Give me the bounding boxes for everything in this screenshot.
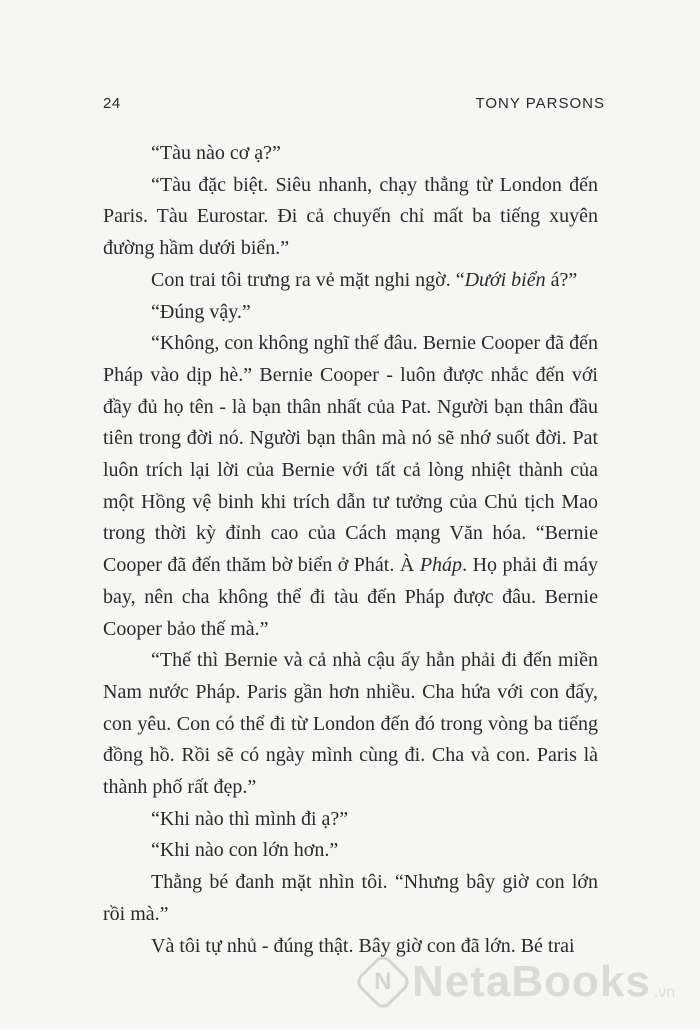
running-head: TONY PARSONS: [475, 95, 605, 112]
paragraph: Thằng bé đanh mặt nhìn tôi. “Nhưng bây giờ con lớn rồi mà.”: [103, 871, 598, 925]
paragraph: “Tàu đặc biệt. Siêu nhanh, chạy thẳng từ London đến Paris. Tàu Eurostar. Đi cả chuyến chỉ mất ba tiếng xuyên đường hầm dưới biển.”: [103, 173, 598, 260]
watermark: [362, 952, 692, 1012]
paragraph-text: Con trai tôi trưng ra vẻ mặt nghi ngờ. “: [151, 268, 465, 291]
page-header: [103, 95, 605, 115]
paragraph: [103, 265, 598, 297]
paragraph: “Thế thì Bernie và cả nhà cậu ấy hẳn phải đi đến miền Nam nước Pháp. Paris gần hơn nhiều. Cha hứa với con đấy, con yêu. Con có thể đi từ London đến đó trong vòng ba tiếng đồng hồ. Rồi sẽ có ngày mình cùng đi. Cha và con. Paris là thành phố rất đẹp.”: [103, 649, 598, 799]
paragraph-text: á?”: [545, 268, 578, 291]
paragraph: “Khi nào con lớn hơn.”: [151, 839, 339, 862]
paragraph: [103, 328, 598, 645]
watermark-text: NetaBooks: [412, 957, 651, 1006]
paragraph: “Đúng vậy.”: [151, 300, 251, 323]
watermark-suffix: .vn: [653, 984, 676, 1001]
paragraph: “Tàu nào cơ ạ?”: [151, 142, 281, 164]
paragraph: “Khi nào thì mình đi ạ?”: [151, 807, 349, 830]
body-text: [103, 138, 598, 962]
paragraph-text: “Không, con không nghĩ thế đâu. Bernie Cooper đã đến Pháp vào dịp hè.” Bernie Cooper - luôn được nhắc đến với đầy đủ họ tên - là bạn thân nhất của Pat. Người bạn thân đầu tiên trong đời nó. Người bạn thân mà nó sẽ nhớ suốt đời. Pat luôn trích lại lời của Bernie với tất cả lòng nhiệt thành của một Hồng vệ binh khi trích dẫn tư tưởng của Chủ tịch Mao trong thời kỳ đỉnh cao của Cách mạng Văn hóa. “Bernie Cooper đã đến thăm bờ biển ở Phát. À: [103, 332, 598, 577]
paragraph: Và tôi tự nhủ - đúng thật. Bây giờ con đã lớn. Bé trai: [151, 934, 575, 957]
italic-text: Pháp: [419, 554, 463, 577]
page-number: 24: [103, 95, 121, 112]
netabooks-logo-icon: N: [353, 952, 412, 1011]
paragraph-text: . Họ phải đi máy bay, nên cha không thể đi tàu đến Pháp được đâu. Bernie Cooper bảo thế mà.”: [103, 554, 598, 640]
italic-text: Dưới biển: [464, 268, 546, 291]
